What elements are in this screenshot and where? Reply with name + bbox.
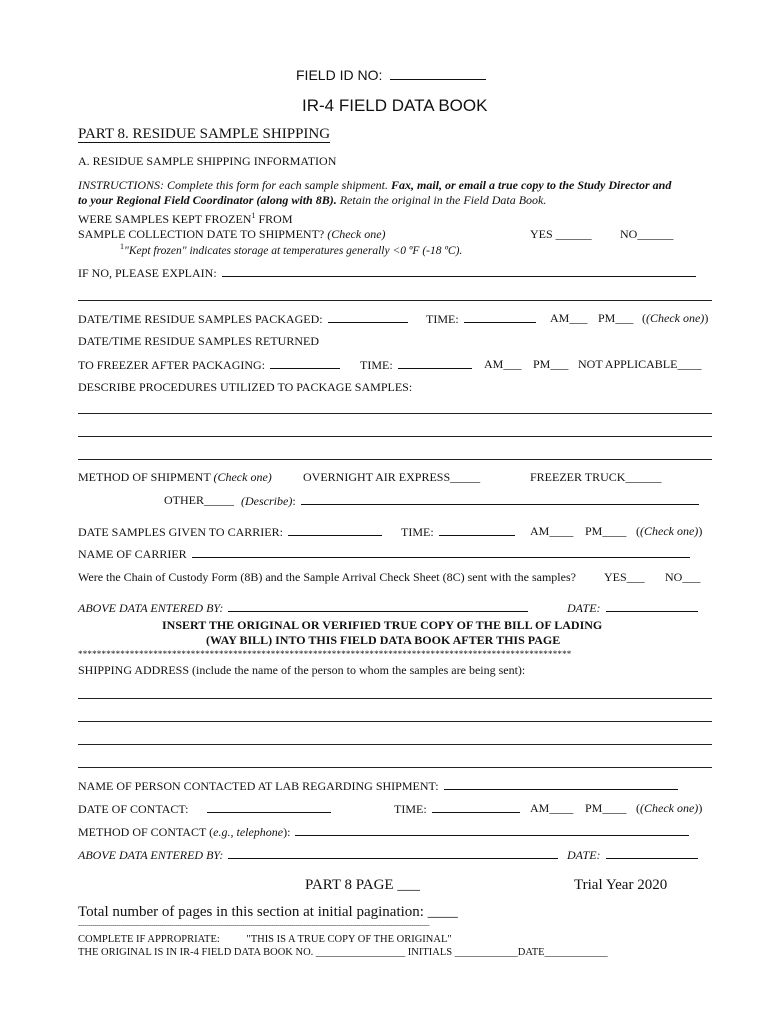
contact-check-one: ((Check one)) [636, 801, 703, 815]
contact-method-input[interactable] [295, 824, 689, 836]
overnight-checkbox[interactable]: OVERNIGHT AIR EXPRESS_____ [303, 470, 481, 484]
trial-year: Trial Year 2020 [574, 877, 668, 893]
contact-pm-checkbox[interactable]: PM____ [585, 801, 627, 815]
returned-time-input[interactable] [398, 357, 472, 369]
insert-notice-line1: INSERT THE ORIGINAL OR VERIFIED TRUE COPY OF THE BILL OF LADING [162, 618, 603, 632]
entered-by-row-2: ABOVE DATA ENTERED BY: [78, 847, 558, 863]
contact-time: TIME: [394, 801, 520, 817]
carrier-time-input[interactable] [439, 524, 515, 536]
entered-date-input-2[interactable] [606, 847, 698, 859]
carrier-name-input[interactable] [192, 546, 690, 558]
returned-am-checkbox[interactable]: AM___ [484, 357, 522, 371]
shipping-address-label: SHIPPING ADDRESS (include the name of the person to whom the samples are being sent): [78, 663, 526, 677]
packaged-pm-checkbox[interactable]: PM___ [598, 311, 634, 325]
frozen-footnote: $^1$"Kept frozen" indicates storage at temperatures generally <0 ºF (-18 ºC). [120, 242, 463, 257]
packaged-am-checkbox[interactable]: AM___ [550, 311, 588, 325]
carrier-pm-checkbox[interactable]: PM____ [585, 524, 627, 538]
returned-line1: DATE/TIME RESIDUE SAMPLES RETURNED [78, 334, 320, 348]
procedures-line-1[interactable] [78, 413, 712, 414]
entered-by-input-1[interactable] [228, 600, 528, 612]
freezer-truck-checkbox[interactable]: FREEZER TRUCK______ [530, 470, 662, 484]
packaged-check-one: ((Check one)) [642, 311, 709, 325]
contact-person-input[interactable] [444, 778, 678, 790]
contact-date-input[interactable] [207, 801, 331, 813]
shipment-method-label: METHOD OF SHIPMENT (Check one) [78, 470, 272, 484]
procedures-line-3[interactable] [78, 459, 712, 460]
explain-label: IF NO, PLEASE EXPLAIN: [78, 265, 696, 281]
contact-time-input[interactable] [432, 801, 520, 813]
returned-na-checkbox[interactable]: NOT APPLICABLE____ [578, 357, 702, 371]
packaged-time-input[interactable] [464, 311, 536, 323]
contact-date-row: DATE OF CONTACT: [78, 801, 331, 817]
other-checkbox[interactable]: OTHER_____ [164, 493, 234, 507]
entered-date-input-1[interactable] [606, 600, 698, 612]
address-line-3[interactable] [78, 744, 712, 745]
entered-by-row-1: ABOVE DATA ENTERED BY: [78, 600, 528, 616]
field-id-input[interactable] [390, 68, 486, 80]
address-line-1[interactable] [78, 698, 712, 699]
packaged-row: DATE/TIME RESIDUE SAMPLES PACKAGED: [78, 311, 408, 327]
instructions: INSTRUCTIONS: Complete this form for each sample shipment. Fax, mail, or email a true copy to the Study Director and [78, 178, 672, 192]
procedures-label: DESCRIBE PROCEDURES UTILIZED TO PACKAGE SAMPLES: [78, 380, 413, 394]
returned-line2: TO FREEZER AFTER PACKAGING: [78, 357, 340, 373]
explain-input[interactable] [222, 265, 696, 277]
part-title: PART 8. RESIDUE SAMPLE SHIPPING [78, 126, 331, 142]
entered-date-2: DATE: [567, 847, 698, 863]
contact-method-row: METHOD OF CONTACT (e.g., telephone): [78, 824, 689, 840]
address-line-2[interactable] [78, 721, 712, 722]
procedures-line-2[interactable] [78, 436, 712, 437]
star-divider: ********************************************************************************************************* [78, 649, 572, 659]
carrier-date-input[interactable] [288, 524, 382, 536]
frozen-question-line1: WERE SAMPLES KEPT FROZEN$^1$ FROM [78, 211, 293, 226]
instructions-line2: to your Regional Field Coordinator (along with 8B). Retain the original in the Field Data Book. [78, 193, 547, 207]
part-page-number: PART 8 PAGE ___ [305, 877, 420, 893]
packaged-date-input[interactable] [328, 311, 408, 323]
field-id-label: FIELD ID NO: [296, 67, 486, 83]
book-title: IR-4 FIELD DATA BOOK [302, 96, 488, 115]
dash-divider: ----------------------------------------------------------------------------------------------------------------------------------------------------------------------------- [78, 921, 430, 929]
packaged-time: TIME: [426, 311, 536, 327]
total-pages: Total number of pages in this section at initial pagination: ____ [78, 904, 458, 920]
custody-yes-checkbox[interactable]: YES___ [604, 570, 645, 584]
frozen-yes-checkbox[interactable]: YES ______ [530, 227, 592, 241]
returned-date-input[interactable] [270, 357, 340, 369]
insert-notice-line2: (WAY BILL) INTO THIS FIELD DATA BOOK AFTER THIS PAGE [206, 633, 561, 647]
entered-date-1: DATE: [567, 600, 698, 616]
describe-label: (Describe): [241, 493, 699, 509]
entered-by-input-2[interactable] [228, 847, 558, 859]
complete-if-appropriate: COMPLETE IF APPROPRIATE: "THIS IS A TRUE COPY OF THE ORIGINAL" [78, 934, 452, 945]
returned-time: TIME: [360, 357, 472, 373]
describe-input[interactable] [301, 493, 699, 505]
contact-person-row: NAME OF PERSON CONTACTED AT LAB REGARDING SHIPMENT: [78, 778, 678, 794]
frozen-question-line2: SAMPLE COLLECTION DATE TO SHIPMENT? (Check one) [78, 227, 386, 241]
custody-no-checkbox[interactable]: NO___ [665, 570, 701, 584]
address-line-4[interactable] [78, 767, 712, 768]
section-a-heading: A. RESIDUE SAMPLE SHIPPING INFORMATION [78, 154, 337, 168]
explain-line-2[interactable] [78, 300, 712, 301]
returned-pm-checkbox[interactable]: PM___ [533, 357, 569, 371]
carrier-time: TIME: [401, 524, 515, 540]
carrier-am-checkbox[interactable]: AM____ [530, 524, 574, 538]
custody-question: Were the Chain of Custody Form (8B) and the Sample Arrival Check Sheet (8C) sent with the samples? [78, 570, 576, 584]
carrier-date-row: DATE SAMPLES GIVEN TO CARRIER: [78, 524, 382, 540]
contact-am-checkbox[interactable]: AM____ [530, 801, 574, 815]
carrier-name-row: NAME OF CARRIER [78, 546, 690, 562]
original-in-book: THE ORIGINAL IS IN IR-4 FIELD DATA BOOK NO. _________________ INITIALS ____________DATE____________ [78, 947, 608, 958]
carrier-check-one: ((Check one)) [636, 524, 703, 538]
frozen-no-checkbox[interactable]: NO______ [620, 227, 674, 241]
